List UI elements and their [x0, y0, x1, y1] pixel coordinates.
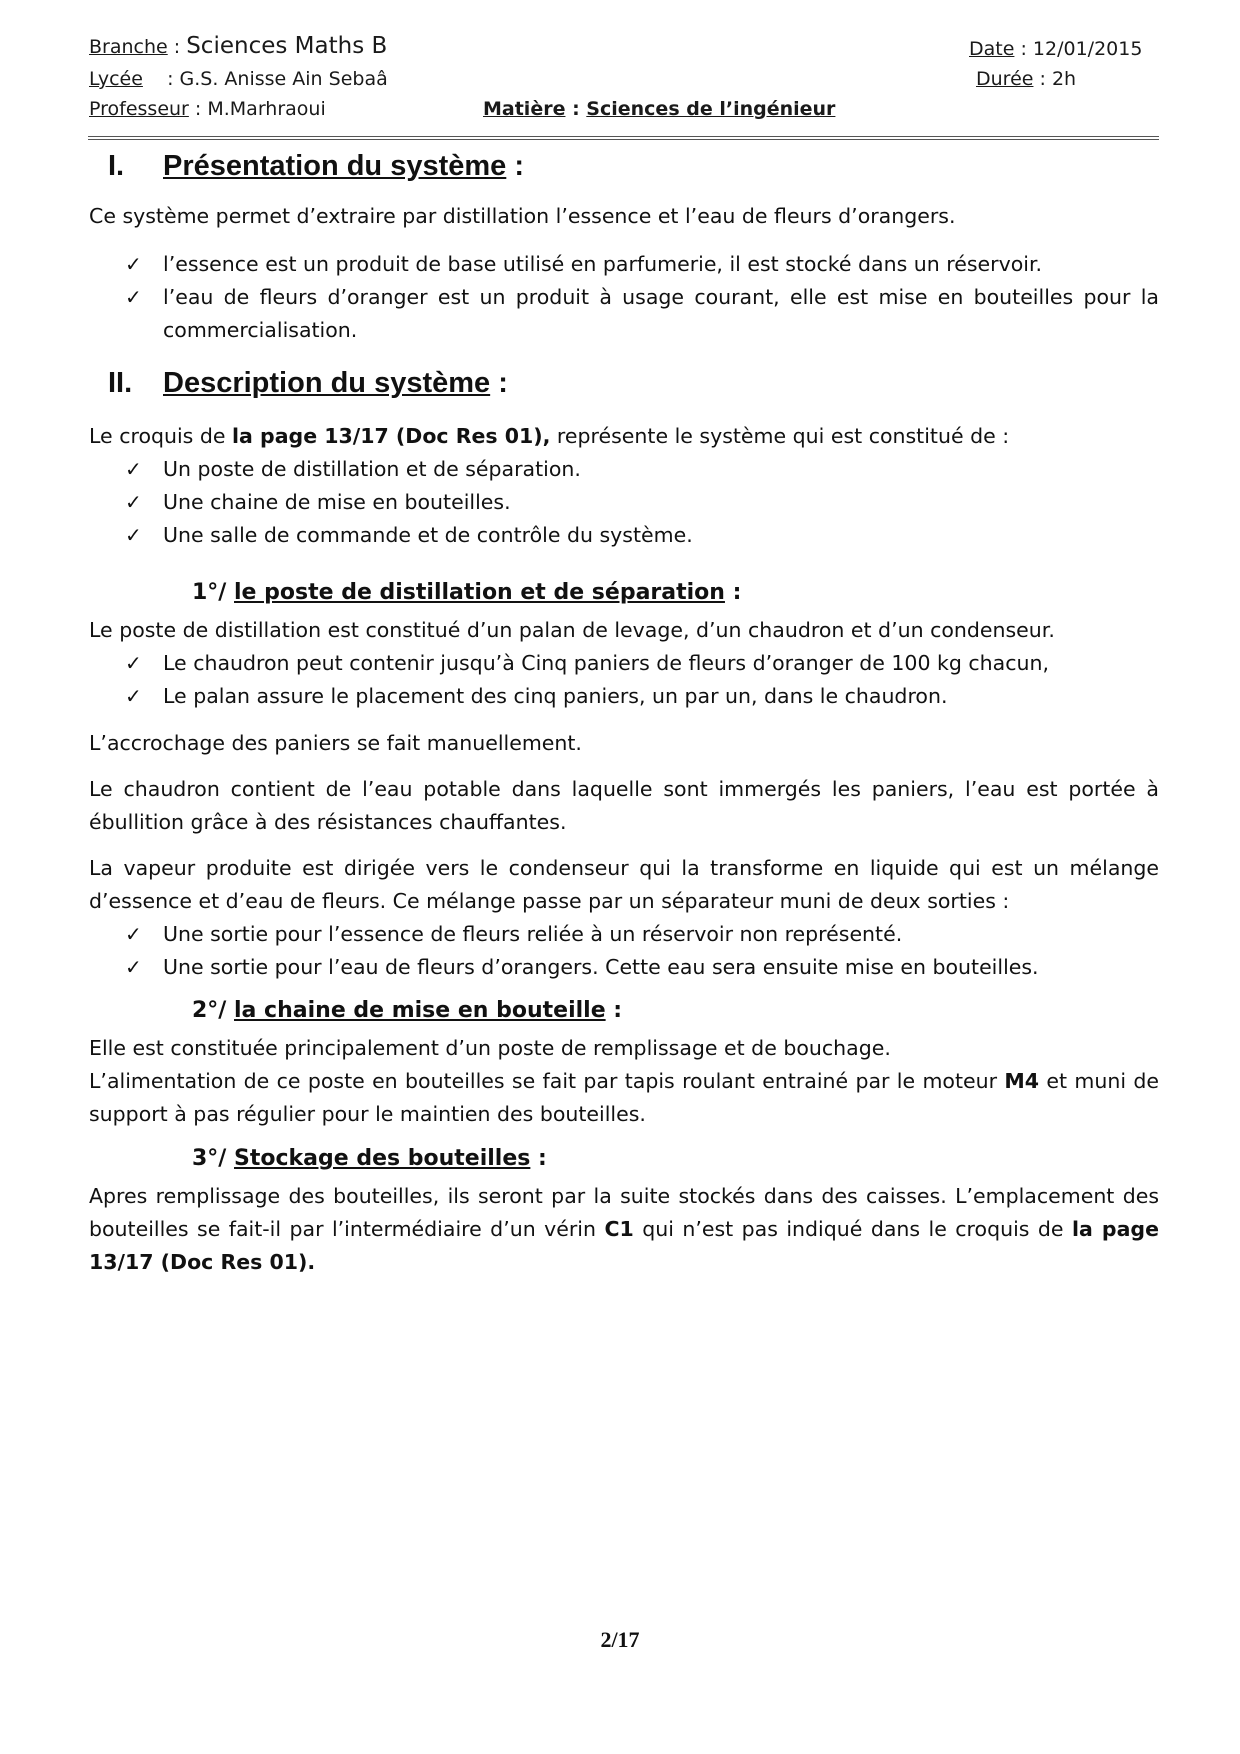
list-item: ✓ Une sortie pour l’essence de fleurs reliée à un réservoir non représenté. — [125, 918, 1159, 951]
subsection-1-intro: Le poste de distillation est constitué d’un palan de levage, d’un chaudron et d’un condenseur. — [89, 618, 1055, 642]
section-2-intro: Le croquis de la page 13/17 (Doc Res 01), représente le système qui est constitué de : — [89, 424, 1010, 448]
check-icon: ✓ — [125, 252, 142, 276]
subsection-2-number: 2°/ — [192, 998, 227, 1023]
section-2-number: II. — [108, 367, 133, 399]
check-icon: ✓ — [125, 684, 142, 708]
check-icon: ✓ — [125, 457, 142, 481]
professeur-value: M.Marhraoui — [207, 98, 326, 120]
duree-label: Durée — [976, 68, 1034, 90]
header-branche: Branche : Sciences Maths B — [89, 33, 388, 59]
header-lycee — [89, 68, 388, 90]
date-label: Date — [969, 38, 1015, 60]
professeur-label: Professeur — [89, 98, 189, 120]
subsection-2-line-1: Elle est constituée principalement d’un poste de remplissage et de bouchage. — [89, 1036, 891, 1060]
subsection-3-heading: Stockage des bouteilles — [234, 1146, 531, 1171]
date-value: 12/01/2015 — [1032, 38, 1143, 60]
header-divider — [88, 136, 1159, 140]
subsection-2-heading: la chaine de mise en bouteille — [234, 998, 606, 1023]
subsection-1-outputs-list — [125, 918, 1159, 984]
header-professeur: Professeur : M.Marhraoui — [89, 98, 326, 120]
subsection-3-title: 3°/ Stockage des bouteilles : — [192, 1146, 547, 1171]
doc-reference: la page 13/17 (Doc Res 01), — [232, 424, 551, 448]
section-1-title: I. Présentation du système : — [108, 150, 525, 182]
header-duree: Durée : 2h — [976, 68, 1077, 90]
doc-reference: la page 13/17 (Doc Res 01). — [89, 1217, 1160, 1274]
list-item: ✓ Le chaudron peut contenir jusqu’à Cinq paniers de fleurs d’oranger de 100 kg chacun, — [125, 647, 1159, 680]
section-1-intro: Ce système permet d’extraire par distillation l’essence et l’eau de fleurs d’orangers. — [89, 204, 956, 228]
list-item: ✓ Le palan assure le placement des cinq paniers, un par un, dans le chaudron. — [125, 680, 1159, 713]
check-icon: ✓ — [125, 285, 142, 309]
lycee-label: Lycée — [89, 68, 143, 90]
branche-value: Sciences Maths B — [186, 33, 388, 59]
matiere-label: Matière — [483, 98, 566, 120]
subsection-1-paragraph-2: Le chaudron contient de l’eau potable dans laquelle sont immergés les paniers, l’eau est portée à ébullition grâce à des résistances chauffantes. — [89, 777, 1159, 834]
subsection-3-number: 3°/ — [192, 1146, 227, 1171]
list-item: ✓ Une sortie pour l’eau de fleurs d’orangers. Cette eau sera ensuite mise en bouteilles. — [125, 951, 1159, 984]
page-number: 2/17 — [600, 1627, 640, 1652]
check-icon: ✓ — [125, 922, 142, 946]
subsection-1-list — [125, 647, 1159, 713]
branche-label: Branche — [89, 36, 168, 58]
section-2-title: II. Description du système : — [108, 367, 508, 399]
matiere-value: Sciences de l’ingénieur — [586, 98, 836, 120]
list-item: ✓ Un poste de distillation et de séparation. — [125, 453, 1159, 486]
list-item: ✓ l’essence est un produit de base utilisé en parfumerie, il est stocké dans un réservoir. — [125, 248, 1159, 281]
actuator-reference: C1 — [604, 1217, 634, 1241]
check-icon: ✓ — [125, 651, 142, 675]
check-icon: ✓ — [125, 523, 142, 547]
subsection-2-title: 2°/ la chaine de mise en bouteille : — [192, 998, 623, 1023]
section-1-number: I. — [108, 150, 125, 182]
subsection-1-heading: le poste de distillation et de séparation — [234, 580, 725, 605]
lycee-value: : G.S. Anisse Ain Sebaâ — [167, 68, 388, 90]
subsection-3-text: Apres remplissage des bouteilles, ils seront par la suite stockés dans des caisses. L’emplacement des bouteilles se fait-il par l’intermédiaire d’un vérin C1 qui n’est pas indiqué dans le croquis de la page 13/17 (Doc Res 01). — [89, 1184, 1160, 1274]
section-1-list — [125, 248, 1159, 347]
section-2-list — [125, 453, 1159, 552]
subsection-1-title: 1°/ le poste de distillation et de séparation : — [192, 580, 742, 605]
duree-value: 2h — [1051, 68, 1077, 90]
section-1-heading: Présentation du système — [163, 150, 507, 182]
subsection-2-line-2: L’alimentation de ce poste en bouteilles se fait par tapis roulant entrainé par le moteur M4 et muni de support à pas régulier pour le maintien des bouteilles. — [89, 1069, 1159, 1126]
list-item: ✓ Une salle de commande et de contrôle du système. — [125, 519, 1159, 552]
subsection-1-number: 1°/ — [192, 580, 227, 605]
check-icon: ✓ — [125, 955, 142, 979]
header-date: Date : 12/01/2015 — [969, 38, 1143, 60]
check-icon: ✓ — [125, 490, 142, 514]
header-matiere: Matière : Sciences de l’ingénieur — [483, 98, 836, 120]
subsection-1-paragraph-1: L’accrochage des paniers se fait manuellement. — [89, 731, 582, 755]
list-item: ✓ Une chaine de mise en bouteilles. — [125, 486, 1159, 519]
motor-reference: M4 — [1004, 1069, 1040, 1093]
section-2-heading: Description du système — [163, 367, 491, 399]
subsection-1-paragraph-3: La vapeur produite est dirigée vers le condenseur qui la transforme en liquide qui est un mélange d’essence et d’eau de fleurs. Ce mélange passe par un séparateur muni de deux sorties : — [89, 856, 1159, 913]
list-item: ✓ l’eau de fleurs d’oranger est un produit à usage courant, elle est mise en bouteilles pour la commercialisation. — [125, 281, 1159, 347]
